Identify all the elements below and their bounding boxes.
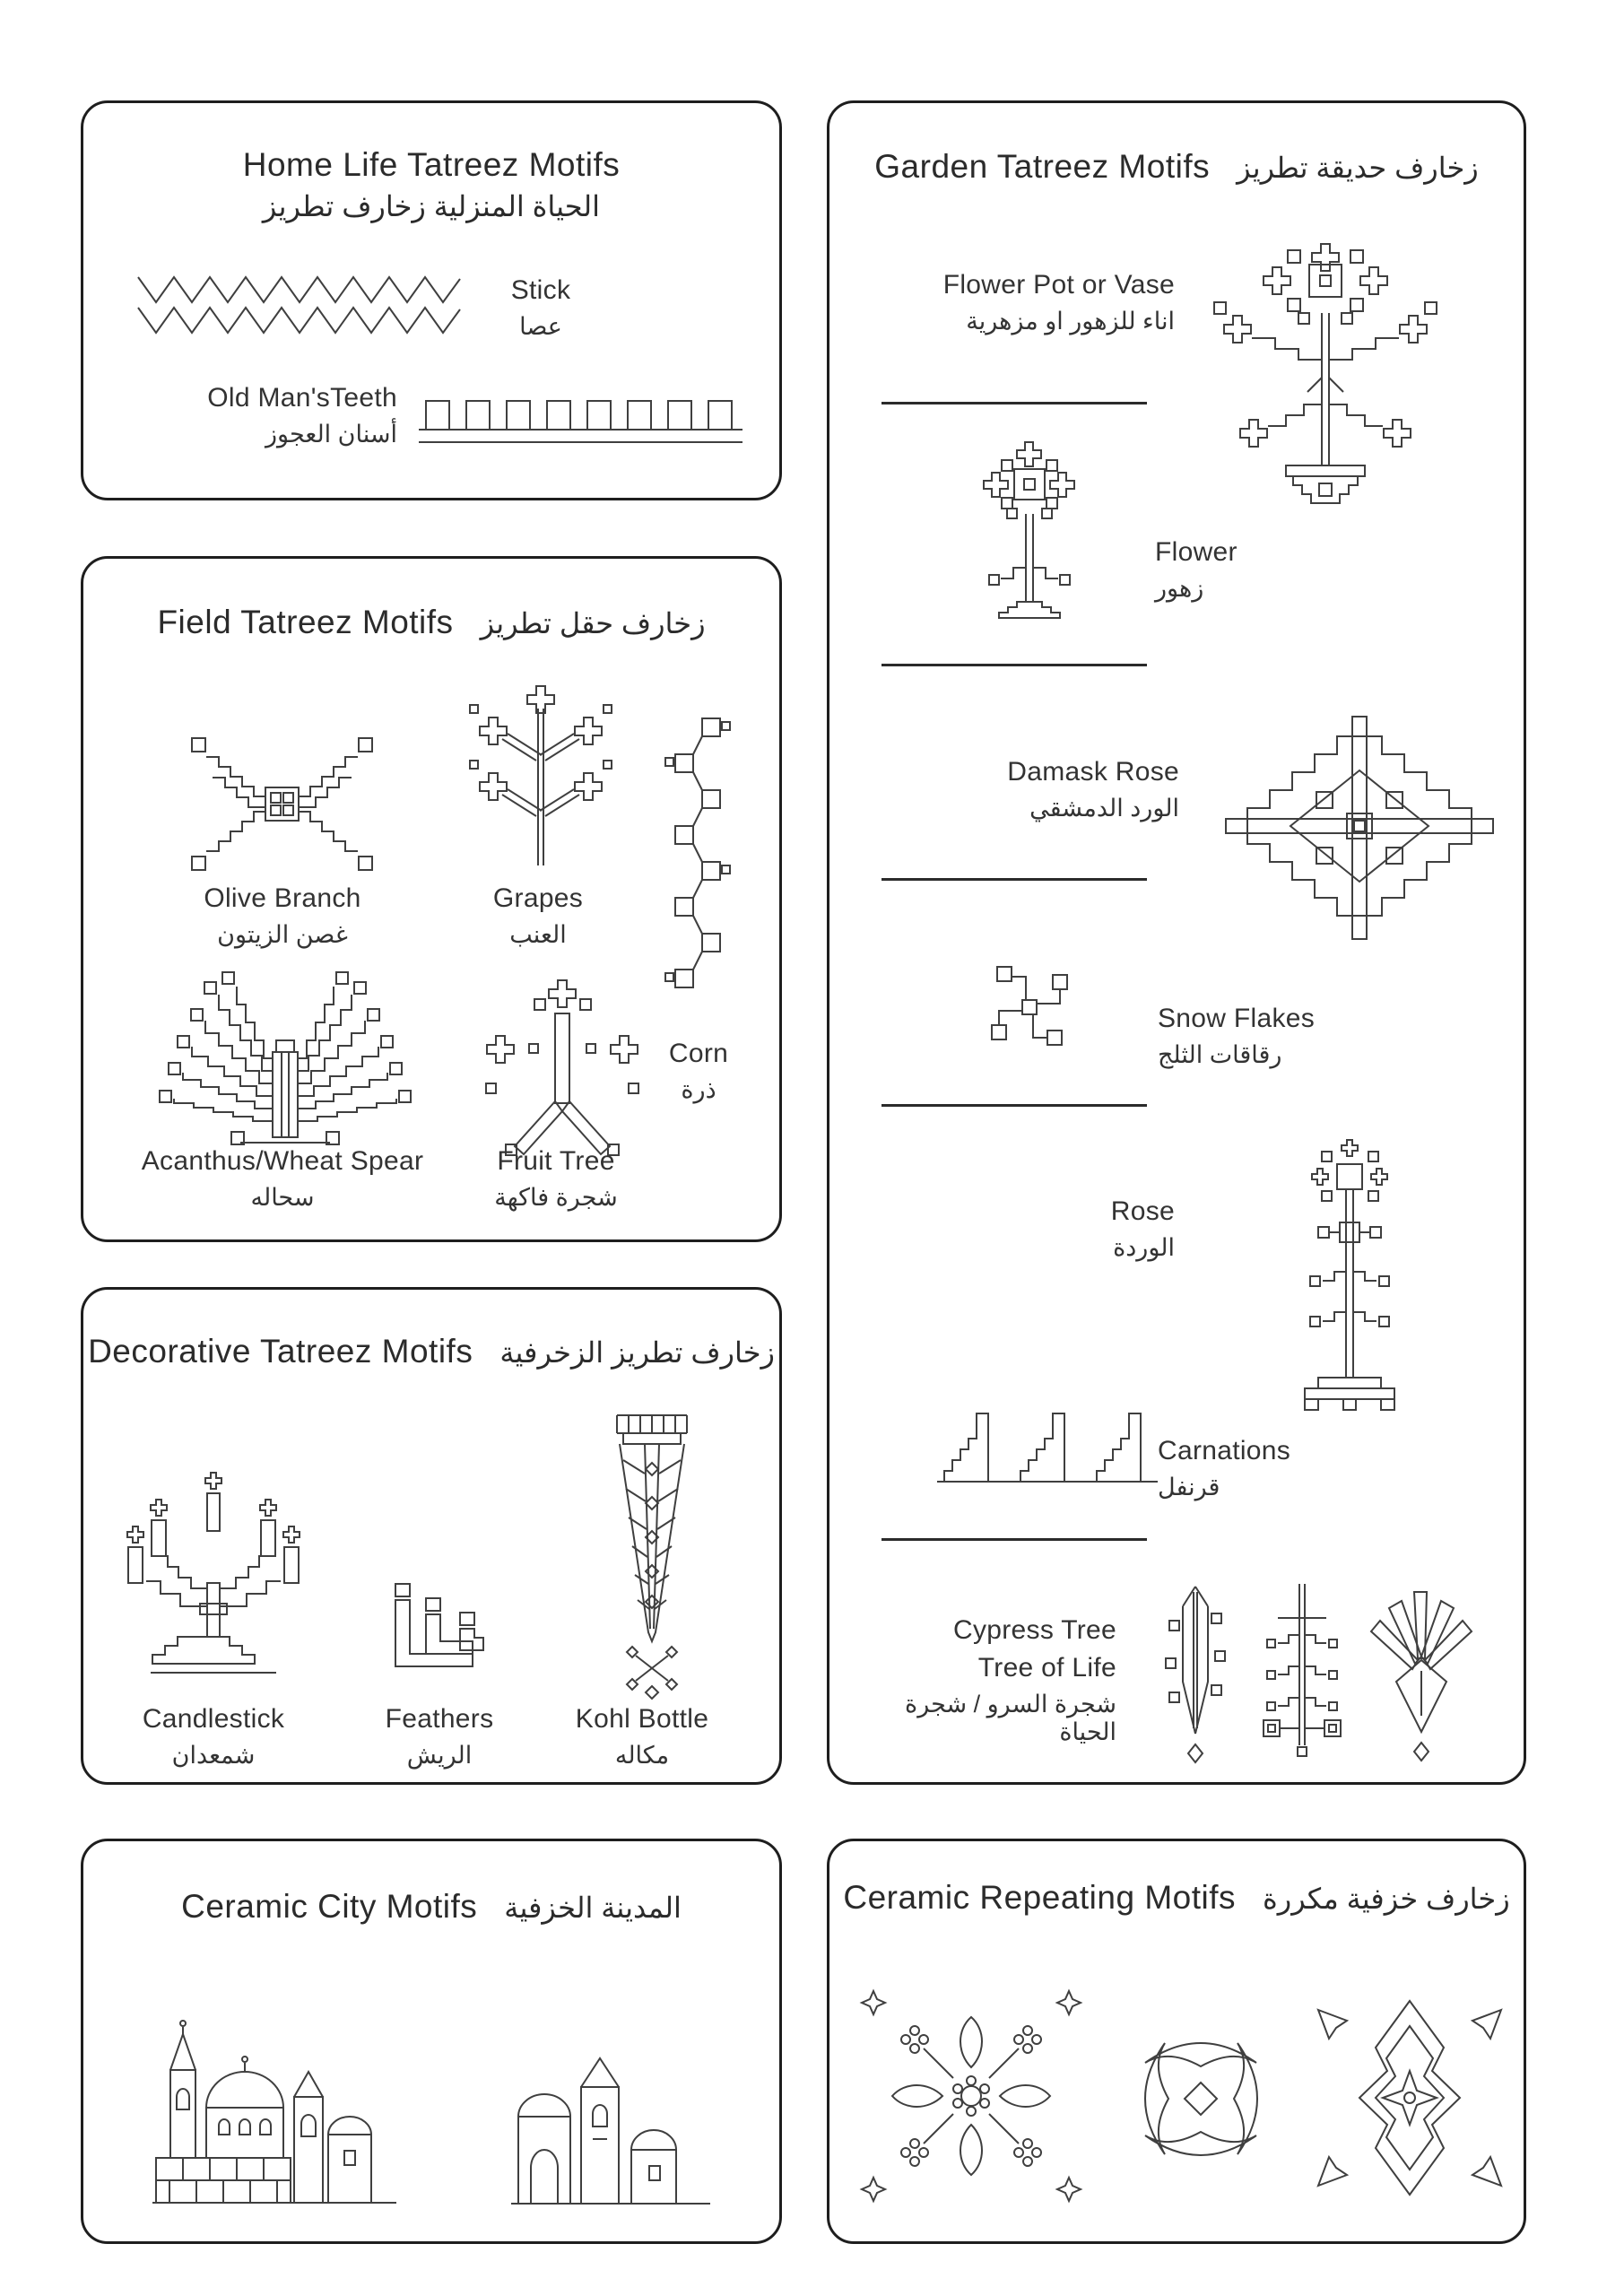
acanthus-wheat-spear-motif — [106, 967, 465, 1146]
ceramic-tile-swirl-motif — [1118, 2016, 1284, 2182]
cypress-tree-motif-2 — [1251, 1577, 1354, 1770]
panel-ceramic-city — [81, 1839, 782, 2244]
grapes-label-en: Grapes — [492, 883, 584, 913]
city-skyline-small-motif — [508, 2031, 714, 2211]
flower-pot-motif — [1155, 225, 1496, 537]
panel-home-life — [81, 100, 782, 500]
grapes-label-ar: العنب — [509, 921, 567, 948]
ceramic-repeating-title-ar: زخارف خزفية مكررة — [1263, 1883, 1510, 1915]
garden-divider-4 — [881, 1104, 1147, 1107]
panel-ceramic-repeating-title — [829, 1879, 1524, 1917]
olive-branch-label-ar: غصن الزيتون — [217, 921, 348, 948]
grapes-motif — [456, 682, 626, 872]
cypress-tree-motif-3 — [1359, 1581, 1484, 1765]
cypress-label-en-line1: Cypress Tree — [953, 1615, 1116, 1645]
rose-label — [951, 1196, 1175, 1262]
feathers-label — [327, 1704, 551, 1770]
feathers-motif — [388, 1577, 496, 1675]
feathers-label-en: Feathers — [385, 1704, 494, 1734]
acanthus-label — [126, 1146, 439, 1212]
flower-label-ar: زهور — [1155, 575, 1204, 602]
city-skyline-large-motif — [149, 1962, 400, 2209]
decorative-title-en: Decorative Tatreez Motifs — [88, 1333, 473, 1370]
ceramic-city-title-ar: المدينة الخزفية — [504, 1892, 682, 1924]
cypress-label-en-line2: Tree of Life — [977, 1653, 1116, 1683]
cypress-label — [847, 1615, 1116, 1746]
panel-garden-title — [829, 148, 1524, 186]
panel-field — [81, 556, 782, 1242]
olive-branch-label — [170, 883, 395, 949]
old-mans-teeth-label-en: Old Man'sTeeth — [207, 383, 397, 413]
field-title-en: Field Tatreez Motifs — [157, 604, 454, 640]
grapes-label — [426, 883, 650, 949]
stick-label — [469, 275, 612, 341]
carnations-label — [1158, 1436, 1382, 1501]
acanthus-label-ar: سحاله — [250, 1184, 315, 1211]
rose-label-en: Rose — [1110, 1196, 1175, 1226]
candlestick-label-en: Candlestick — [142, 1704, 285, 1734]
decorative-title-ar: زخارف تطريز الزخرفية — [499, 1336, 775, 1369]
old-mans-teeth-motif — [417, 390, 744, 449]
rose-label-ar: الوردة — [1113, 1234, 1175, 1261]
garden-divider-3 — [881, 878, 1147, 881]
candlestick-motif — [101, 1465, 326, 1689]
fruit-tree-label — [444, 1146, 668, 1212]
garden-title-ar: زخارف حديقة تطريز — [1237, 152, 1479, 184]
home-life-title-en: Home Life Tatreez Motifs — [242, 146, 621, 183]
stick-label-en: Stick — [510, 275, 571, 305]
snow-flakes-label — [1158, 1004, 1382, 1069]
garden-divider-1 — [881, 402, 1147, 404]
acanthus-label-en: Acanthus/Wheat Spear — [141, 1146, 424, 1176]
ceramic-tile-quatrefoil-motif — [1300, 1992, 1520, 2207]
flower-pot-label-ar: اناء للزهور او مزهرية — [966, 308, 1175, 335]
home-life-title-ar: الحياة المنزلية زخارف تطريز — [262, 190, 601, 222]
old-mans-teeth-label-ar: أسنان العجوز — [265, 421, 397, 448]
panel-decorative-title — [83, 1333, 779, 1370]
kohl-bottle-label-ar: مكاله — [614, 1742, 670, 1769]
cypress-tree-motif-1 — [1155, 1583, 1236, 1767]
kohl-bottle-motif — [577, 1406, 725, 1702]
olive-branch-label-en: Olive Branch — [204, 883, 361, 913]
corn-label-ar: ذرة — [681, 1076, 716, 1103]
fruit-tree-label-ar: شجرة فاكهة — [494, 1184, 618, 1211]
panel-decorative — [81, 1287, 782, 1785]
garden-divider-5 — [881, 1538, 1147, 1541]
panel-garden — [827, 100, 1526, 1785]
panel-ceramic-city-title — [83, 1888, 779, 1926]
damask-rose-label-en: Damask Rose — [1007, 757, 1179, 787]
panel-field-title — [83, 604, 779, 641]
candlestick-label-ar: شمعدان — [171, 1742, 256, 1769]
olive-branch-motif — [178, 731, 386, 879]
damask-rose-label-ar: الورد الدمشقي — [1029, 795, 1179, 822]
cypress-label-ar: شجرة السرو / شجرة الحياة — [905, 1691, 1116, 1745]
stick-label-ar: عصا — [519, 313, 562, 340]
panel-home-life-title — [83, 146, 779, 223]
kohl-bottle-label — [530, 1704, 754, 1770]
feathers-label-ar: الريش — [406, 1742, 473, 1769]
flower-motif — [944, 433, 1110, 631]
flower-label — [1155, 537, 1379, 603]
corn-motif — [662, 713, 734, 993]
old-mans-teeth-label — [173, 383, 397, 448]
carnations-motif — [935, 1388, 1159, 1489]
snow-flakes-label-en: Snow Flakes — [1158, 1004, 1316, 1033]
ceramic-city-title-en: Ceramic City Motifs — [181, 1888, 478, 1925]
field-title-ar: زخارف حقل تطريز — [480, 607, 706, 639]
candlestick-label — [101, 1704, 326, 1770]
damask-rose-label — [908, 757, 1179, 822]
flower-pot-label-en: Flower Pot or Vase — [942, 270, 1175, 300]
damask-rose-motif — [1220, 711, 1498, 944]
fruit-tree-label-en: Fruit Tree — [497, 1146, 615, 1176]
panel-ceramic-repeating — [827, 1839, 1526, 2244]
fruit-tree-motif — [475, 967, 650, 1160]
flower-label-en: Flower — [1155, 537, 1238, 567]
corn-label — [631, 1039, 766, 1104]
snow-flakes-motif — [971, 949, 1088, 1065]
flower-pot-label — [904, 270, 1175, 335]
garden-divider-2 — [881, 664, 1147, 666]
snow-flakes-label-ar: رقاقات الثلج — [1158, 1041, 1282, 1068]
ceramic-repeating-title-en: Ceramic Repeating Motifs — [843, 1879, 1237, 1916]
ceramic-tile-floral-motif — [859, 1988, 1083, 2204]
rose-motif — [1263, 1137, 1437, 1415]
corn-label-en: Corn — [668, 1039, 729, 1068]
stick-zigzag-motif — [135, 274, 463, 338]
carnations-label-en: Carnations — [1158, 1436, 1291, 1465]
carnations-label-ar: قرنفل — [1158, 1474, 1220, 1500]
garden-title-en: Garden Tatreez Motifs — [874, 148, 1211, 185]
kohl-bottle-label-en: Kohl Bottle — [575, 1704, 709, 1734]
